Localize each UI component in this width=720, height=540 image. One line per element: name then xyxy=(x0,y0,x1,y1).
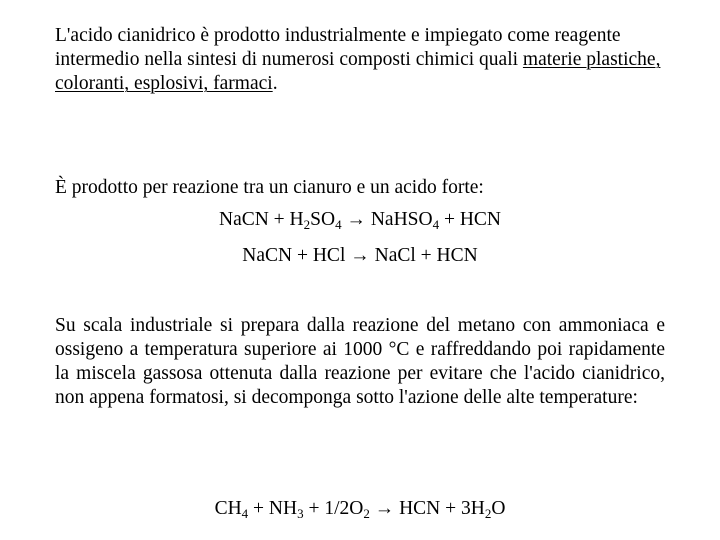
reaction1-subscript: 4 xyxy=(432,217,440,232)
reaction-sulfuric xyxy=(0,208,720,232)
production-statement: È prodotto per reazione tra un cianuro e un acido forte: xyxy=(55,177,484,198)
intro-paragraph xyxy=(55,24,665,96)
final-reaction-part: + NH xyxy=(248,498,298,519)
final-reaction-part: CH xyxy=(214,498,242,519)
reaction1-part: NaCN + H xyxy=(218,209,304,230)
industrial-paragraph: Su scala industriale si prepara dalla reazione del metano con ammoniaca e ossigeno a temperatura superiore ai 1000 °C e raffreddando poi rapidamente la miscela gassosa ottenuta dalla reazione per evitare che l'acido cianidrico, non appena formatosi, si decomponga sotto l'azione delle alte temperature: xyxy=(55,315,665,408)
reaction1-part: SO xyxy=(310,209,336,230)
final-reaction-subscript: 4 xyxy=(241,506,249,521)
final-reaction-part: + 1/2O xyxy=(303,498,364,519)
applications-underlined: materie plastiche, coloranti, esplosivi, farmaci xyxy=(55,49,661,94)
final-reaction-subscript: 2 xyxy=(363,506,370,521)
final-reaction-part: → HCN + 3H xyxy=(369,498,485,519)
intro-period: . xyxy=(272,73,278,94)
reaction1-part: + HCN xyxy=(439,209,501,230)
intro-text: L'acido cianidrico è prodotto industrialmente e impiegato come reagente intermedio nella sintesi di numerosi composti chimici quali xyxy=(55,25,621,70)
reaction-hydrochloric: NaCN + HCl → NaCl + HCN xyxy=(242,245,478,266)
final-reaction-part: O xyxy=(491,498,506,519)
final-reaction-subscript: 3 xyxy=(297,506,304,521)
reaction1-subscript: 2 xyxy=(303,217,311,232)
reaction1-part: → NaHSO xyxy=(341,209,433,230)
reaction-methane xyxy=(0,497,720,521)
reaction1-subscript: 4 xyxy=(335,217,342,232)
final-reaction-subscript: 2 xyxy=(484,506,492,521)
